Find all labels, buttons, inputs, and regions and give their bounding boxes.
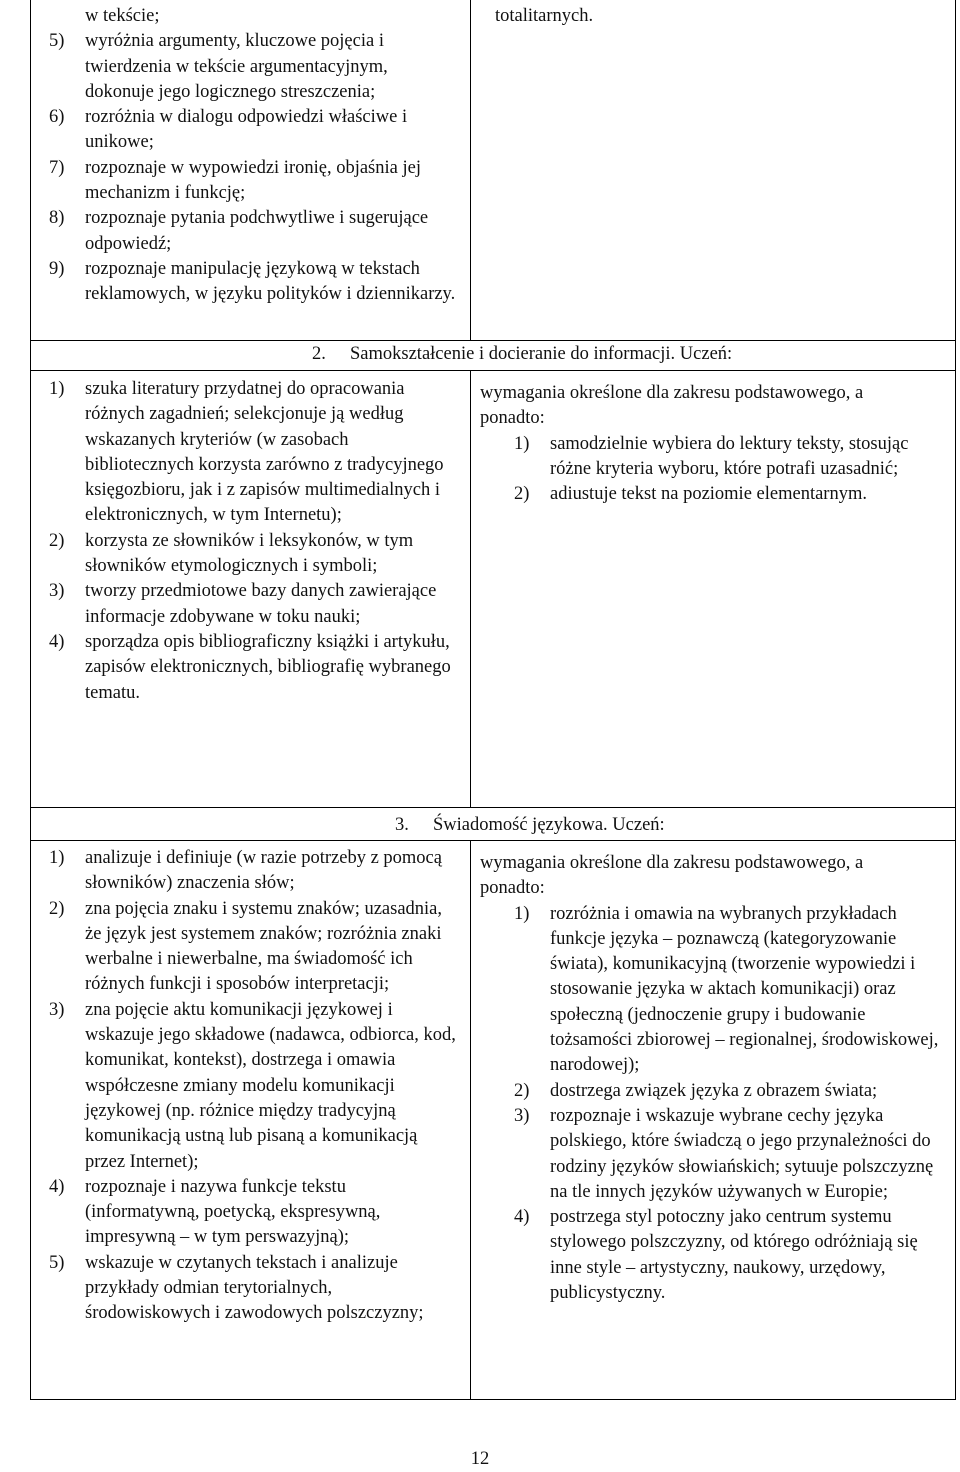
list-item (30, 529, 460, 580)
list-item (30, 897, 460, 998)
list-item-number: 1) (49, 848, 65, 868)
table-right-border (955, 0, 956, 1400)
list-item (30, 257, 460, 308)
list-item-number: 4) (514, 1207, 530, 1228)
list-item (30, 1175, 460, 1251)
list-item (30, 630, 460, 706)
list-item-number: 6) (49, 107, 65, 128)
list-item-number: 2) (514, 484, 530, 505)
section2-right-cell (480, 381, 950, 507)
list-item-text: wskazuje w czytanych tekstach i analizuje przykłady odmian terytorialnych, środowiskowych i zawodowych polszczyzny; (85, 1252, 424, 1324)
curriculum-table (30, 0, 956, 1400)
list-item-text: tworzy przedmiotowe bazy danych zawierające informacje zdobywane w toku nauki; (85, 581, 437, 627)
section3-left-list (30, 846, 460, 1327)
list-item (480, 1104, 950, 1205)
table-bottom-border (30, 1399, 956, 1400)
list-item (30, 846, 460, 897)
list-item-text: adiustuje tekst na poziomie elementarnym. (550, 484, 867, 505)
list-item-text: wyróżnia argumenty, kluczowe pojęcia i twierdzenia w tekście argumentacyjnym, dokonuje jego logicznego streszczenia; (85, 31, 388, 102)
list-item (30, 1251, 460, 1327)
block1-right-cell (495, 4, 945, 29)
list-item-number: 4) (49, 631, 65, 652)
list-item-text: rozpoznaje pytania podchwytliwe i sugerujące odpowiedź; (85, 208, 429, 254)
list-item-text: rozpoznaje manipulację językową w tekstach reklamowych, w języku polityków i dziennikarzy. (85, 258, 456, 305)
list-item (30, 105, 460, 156)
list-item (480, 432, 950, 483)
section3-right-intro: wymagania określone dla zakresu podstawowego, a ponadto: (480, 853, 864, 899)
row-divider (30, 370, 956, 371)
list-item-text: rozróżnia i omawia na wybranych przykładach funkcje języka – poznawczą (kategoryzowanie świata), komunikacyjną (tworzenie wypowiedzi i stosowanie języka w aktach komunikacji) oraz społeczną (jednoczenie grupy i budowanie tożsamości zbiorowej – regionalnej, środowiskowej, narodowej); (550, 903, 939, 1076)
block1-right-text: totalitarnych. (495, 6, 594, 26)
list-item-text: rozpoznaje i wskazuje wybrane cechy języka polskiego, które świadczą o jego przynależności do rodziny języków słowiańskich; sytuuje polszczyznę na tle innych języków używanych w Europie; (550, 1105, 934, 1202)
column-divider (470, 840, 471, 1400)
list-item (480, 1079, 950, 1104)
list-item-number: 1) (49, 379, 65, 399)
list-item-number: 5) (49, 31, 65, 52)
section-3-title: Świadomość językowa. Uczeń: (433, 815, 665, 835)
list-item-text: rozpoznaje w wypowiedzi ironię, objaśnia jej mechanizm i funkcję; (85, 157, 421, 204)
list-item-number: 2) (514, 1080, 530, 1101)
list-item-text: korzysta ze słowników i leksykonów, w tym słowników etymologicznych i symboli; (85, 530, 414, 577)
column-divider (470, 0, 471, 340)
list-item-number: 3) (49, 581, 65, 602)
list-item (30, 377, 460, 529)
page-number: 12 (470, 1449, 490, 1469)
section3-right-list (480, 902, 950, 1307)
list-item-text: rozpoznaje i nazywa funkcje tekstu (informatywną, poetycką, ekspresywną, impresywną – w tym perswazyjną); (85, 1176, 381, 1248)
list-item-text: zna pojęcia znaku i systemu znaków; uzasadnia, że język jest systemem znaków; rozróżnia znaki werbalne i niewerbalne, ma świadomość ich różnych funkcji i sposobów interpretacji; (85, 898, 443, 995)
section2-right-list (480, 432, 950, 508)
list-item-text: zna pojęcie aktu komunikacji językowej i wskazuje jego składowe (nadawca, odbiorca, kod, komunikat, kontekst), dostrzega i omawia współczesne zmiany modelu komunikacji językowej (np. różnice między tradycyjną komunikacją ustną lub pisaną a komunikacją przez Internet); (85, 999, 456, 1172)
section-3-number: 3. (395, 815, 409, 835)
list-item-text: sporządza opis bibliograficzny książki i artykułu, zapisów elektronicznych, bibliografię wybranego tematu. (85, 631, 451, 703)
section3-right-cell (480, 851, 950, 1306)
section2-left-list (30, 377, 460, 706)
list-item-number: 1) (514, 903, 530, 924)
list-item-number: 7) (49, 157, 65, 178)
list-item (480, 482, 950, 507)
list-item-text: w tekście; (85, 6, 160, 26)
list-item-number: 2) (49, 530, 65, 551)
row-divider (30, 340, 956, 341)
list-item-text: szuka literatury przydatnej do opracowania różnych zagadnień; selekcjonuje ją według wskazanych kryteriów (w zasobach bibliotecznych korzysta zarówno z tradycyjnego księgozbioru, jak i z zapisów multimedialnych i elektronicznych, w tym Internetu); (85, 379, 444, 526)
list-item (30, 206, 460, 257)
list-item-number: 1) (514, 433, 530, 454)
section2-right-intro: wymagania określone dla zakresu podstawowego, a ponadto: (480, 383, 864, 429)
list-item-number: 9) (49, 258, 65, 279)
list-item-text: samodzielnie wybiera do lektury teksty, stosując różne kryteria wyboru, które potrafi uzasadnić; (550, 433, 909, 479)
section2-left-cell (30, 377, 460, 706)
list-item-text: rozróżnia w dialogu odpowiedzi właściwe i unikowe; (85, 107, 408, 153)
list-item (30, 579, 460, 630)
block1-left-cell (30, 4, 460, 308)
list-item-number: 3) (49, 999, 65, 1020)
list-item-number: 8) (49, 208, 65, 229)
block1-left-list (30, 4, 460, 308)
column-divider (470, 370, 471, 807)
list-item-number: 2) (49, 898, 65, 919)
section-2-number: 2. (312, 344, 326, 364)
list-item (30, 156, 460, 207)
list-item (30, 29, 460, 105)
list-item (30, 4, 460, 29)
list-item-text: analizuje i definiuje (w razie potrzeby z pomocą słowników) znaczenia słów; (85, 848, 442, 894)
list-item-number: 3) (514, 1105, 530, 1126)
list-item (480, 902, 950, 1079)
section-2-title: Samokształcenie i docieranie do informacji. Uczeń: (350, 344, 733, 364)
list-item-text: dostrzega związek języka z obrazem świata; (550, 1080, 878, 1101)
list-item (480, 1205, 950, 1306)
list-item-text: postrzega styl potoczny jako centrum systemu stylowego polszczyzny, od którego odróżniają się inne style – artystyczny, naukowy, urzędowy, publicystyczny. (550, 1207, 918, 1304)
list-item (30, 998, 460, 1175)
list-item-number: 4) (49, 1176, 65, 1197)
list-item-number: 5) (49, 1252, 65, 1273)
row-divider (30, 807, 956, 808)
row-divider (30, 840, 956, 841)
section3-left-cell (30, 846, 460, 1327)
